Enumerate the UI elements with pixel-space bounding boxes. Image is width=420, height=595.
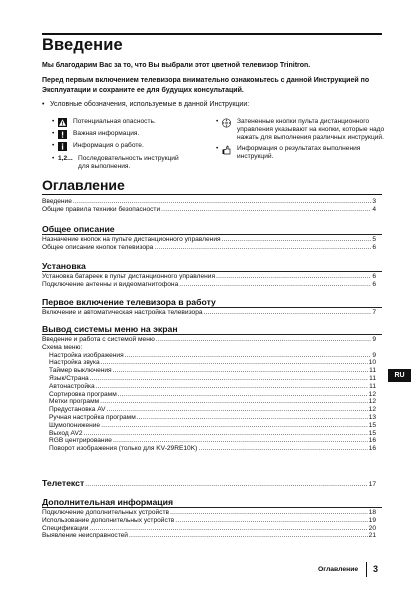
toc-entry[interactable]: Язык/Страна ..... 11 (42, 375, 376, 383)
toc-top-entries (42, 198, 376, 214)
legend-item-info: • Информация о работе. (52, 142, 144, 150)
toc-section-teletext (42, 478, 376, 489)
legend-left (52, 118, 187, 174)
toc-entry[interactable]: Предустановка AV ..... 12 (42, 406, 376, 414)
bullet-icon: • (42, 101, 45, 108)
page-title: Введение (42, 36, 123, 54)
toc-title-rule (42, 194, 382, 195)
toc-entry[interactable]: Поворот изображения (только для KV-29RE10K) ..... 16 (42, 445, 376, 453)
toc-section-first-power-on (42, 309, 376, 317)
section-rule (42, 234, 382, 235)
toc-entry[interactable]: Телетекст ..... 17 (42, 478, 376, 489)
section-rule (42, 507, 382, 508)
toc-entry[interactable]: Таймер выключения ..... 11 (42, 367, 376, 375)
toc-section-menu (42, 336, 376, 453)
legend-right (216, 118, 386, 164)
toc-entry[interactable]: Метки программ ..... 12 (42, 398, 376, 406)
legend-item-remote-buttons: • Затененные кнопки пульта дистанционного управления указывают на кнопки, которые надо нажать для выполнения различных инструкций. (216, 118, 385, 141)
toc-entry[interactable]: Выход AV2 ..... 15 (42, 430, 376, 438)
toc-entry[interactable]: Подключение антенны и видеомагнитофона ..... 6 (42, 281, 376, 289)
toc-entry[interactable]: Назначение кнопок на пульте дистанционного управления ..... 5 (42, 236, 376, 244)
result-icon (222, 145, 231, 154)
toc-entry[interactable]: RGB центрирование ..... 16 (42, 437, 376, 445)
page-number: 3 (373, 564, 379, 574)
toc-entry[interactable]: Сортировка программ ..... 12 (42, 391, 376, 399)
toc-entry[interactable]: Общие правила техники безопасности ..... 4 (42, 206, 376, 214)
section-heading: Общее описание (42, 224, 115, 234)
footer-separator (366, 562, 367, 577)
toc-entry[interactable]: Подключение дополнительных устройств ..... 18 (42, 509, 376, 517)
legend-item-important: • Важная информация. (52, 130, 140, 138)
section-heading: Установка (42, 261, 86, 271)
section-heading: Вывод системы меню на экран (42, 324, 178, 334)
section-rule (42, 271, 382, 272)
language-tab: RU (388, 369, 411, 382)
section-heading: Дополнительная информация (42, 497, 174, 507)
toc-section-extra (42, 509, 376, 540)
intro-paragraph-thanks: Мы благодарим Вас за то, что Вы выбрали этот цветной телевизор Trinitron. (42, 62, 311, 69)
toc-entry[interactable]: Настройка звука ..... 10 (42, 359, 376, 367)
important-icon (58, 130, 67, 139)
footer-section-label: Оглавление (318, 566, 359, 573)
toc-entry[interactable]: Спецификации ..... 20 (42, 525, 376, 533)
toc-entry[interactable]: Выявление неисправностей ..... 21 (42, 532, 376, 540)
title-rule (42, 33, 382, 35)
menu-scheme-label: Схема меню: (42, 343, 83, 351)
toc-section-general (42, 236, 376, 252)
info-icon (58, 142, 67, 151)
toc-section-install (42, 273, 376, 289)
legend-item-sequence: • 1,2... Последовательность инструкций для выполнения. (52, 154, 179, 170)
toc-entry[interactable]: Использование дополнительных устройств ..... 19 (42, 517, 376, 525)
section-heading: Первое включение телевизора в работу (42, 297, 216, 307)
toc-entry[interactable]: Введение и работа с системой меню ..... 9 (42, 336, 376, 344)
toc-entry[interactable]: Установка батареек в пульт дистанционного управления ..... 6 (42, 273, 376, 281)
toc-entry[interactable]: Ручная настройка программ ..... 13 (42, 414, 376, 422)
conventions-text: Условные обозначения, используемые в данной Инструкции: (50, 101, 250, 108)
toc-entry[interactable]: Общее описание кнопок телевизора ..... 6 (42, 244, 376, 252)
toc-entry[interactable]: Включение и автоматическая настройка телевизора ..... 7 (42, 309, 376, 317)
section-rule (42, 307, 382, 308)
toc-title: Оглавление (42, 177, 125, 193)
legend-item-result: • Информация о результатах выполнения инструкций. (216, 145, 361, 161)
section-rule (42, 334, 382, 335)
remote-buttons-icon (222, 118, 231, 127)
legend-item-warning: • Потенциальная опасность. (52, 118, 156, 125)
toc-entry[interactable]: Введение ..... 3 (42, 198, 376, 206)
conventions-line (42, 100, 249, 109)
toc-entry[interactable]: Настройка изображения ..... 9 (42, 352, 376, 360)
toc-entry[interactable]: Шумопонижение ..... 15 (42, 422, 376, 430)
toc-entry[interactable]: Автонастройка ..... 11 (42, 383, 376, 391)
warning-icon (58, 118, 67, 127)
intro-paragraph-read-manual: Перед первым включением телевизора внимательно ознакомьтесь с данной Инструкцией по Эксплуатации и сохраните ее для будущих консультаций. (42, 77, 370, 94)
